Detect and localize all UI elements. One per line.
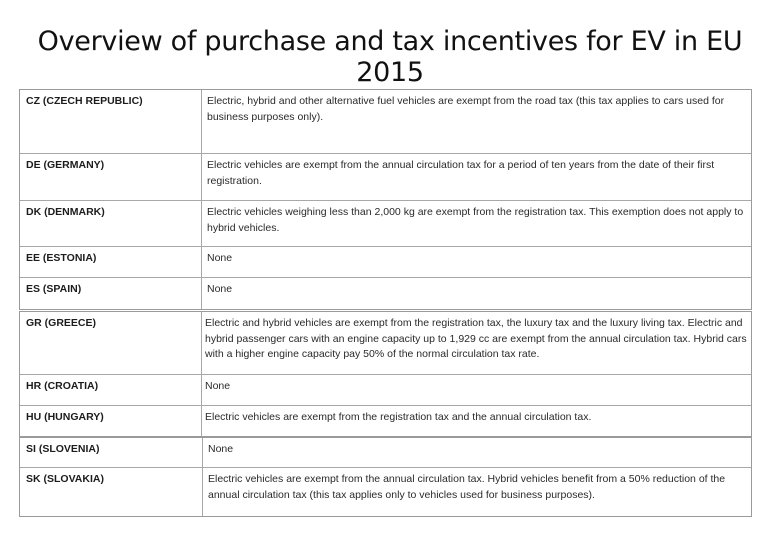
- table-block-1: [19, 89, 752, 310]
- table-block-3: [19, 437, 752, 517]
- table-row: [20, 312, 751, 375]
- table-row: [20, 438, 751, 468]
- country-cell: CZ (CZECH REPUBLIC): [26, 95, 143, 107]
- table-row: [20, 90, 751, 154]
- table-row: [20, 468, 751, 516]
- incentive-cell: Electric vehicles are exempt from the registration tax and the annual circulation tax.: [205, 411, 592, 423]
- incentive-cell: None: [208, 443, 234, 455]
- country-cell: HU (HUNGARY): [26, 411, 104, 423]
- incentive-cell: Electric vehicles are exempt from the annual circulation tax for a period of ten years from the date of their first registration.: [207, 159, 715, 187]
- incentive-cell: None: [207, 283, 233, 295]
- country-cell: EE (ESTONIA): [26, 252, 97, 264]
- table-row: [20, 375, 751, 406]
- country-cell: DE (GERMANY): [26, 159, 105, 171]
- incentive-cell: None: [205, 380, 231, 392]
- incentive-cell: Electric vehicles are exempt from the annual circulation tax. Hybrid vehicles benefit from a 50% reduction of the annual circulation tax (this tax applies only to vehicles used for business purposes).: [208, 473, 726, 501]
- country-cell: ES (SPAIN): [26, 283, 82, 295]
- table-row: [20, 154, 751, 201]
- country-cell: HR (CROATIA): [26, 380, 99, 392]
- incentive-cell: Electric and hybrid vehicles are exempt from the registration tax, the luxury tax and the luxury living tax. Electric and hybrid passenger cars with an engine capacity up to 1,929 cc are exempt from the annual circulation tax. Hybrid cars with a higher engine capacity pay 50% of the normal circulation tax rate.: [205, 317, 747, 360]
- incentive-cell: Electric, hybrid and other alternative fuel vehicles are exempt from the road tax (this tax applies to cars used for business purposes only).: [207, 95, 725, 123]
- country-cell: GR (GREECE): [26, 317, 97, 329]
- table-row: [20, 201, 751, 247]
- country-cell: SK (SLOVAKIA): [26, 473, 104, 485]
- country-cell: DK (DENMARK): [26, 206, 105, 218]
- incentive-cell: None: [207, 252, 233, 264]
- table-block-2: [19, 311, 752, 437]
- table-row: [20, 406, 751, 436]
- table-row: [20, 278, 751, 309]
- page-title: Overview of purchase and tax incentives for EV in EU 2015: [37, 26, 743, 88]
- table-row: [20, 247, 751, 278]
- incentive-cell: Electric vehicles weighing less than 2,000 kg are exempt from the registration tax. This exemption does not apply to hybrid vehicles.: [207, 206, 744, 234]
- country-cell: SI (SLOVENIA): [26, 443, 100, 455]
